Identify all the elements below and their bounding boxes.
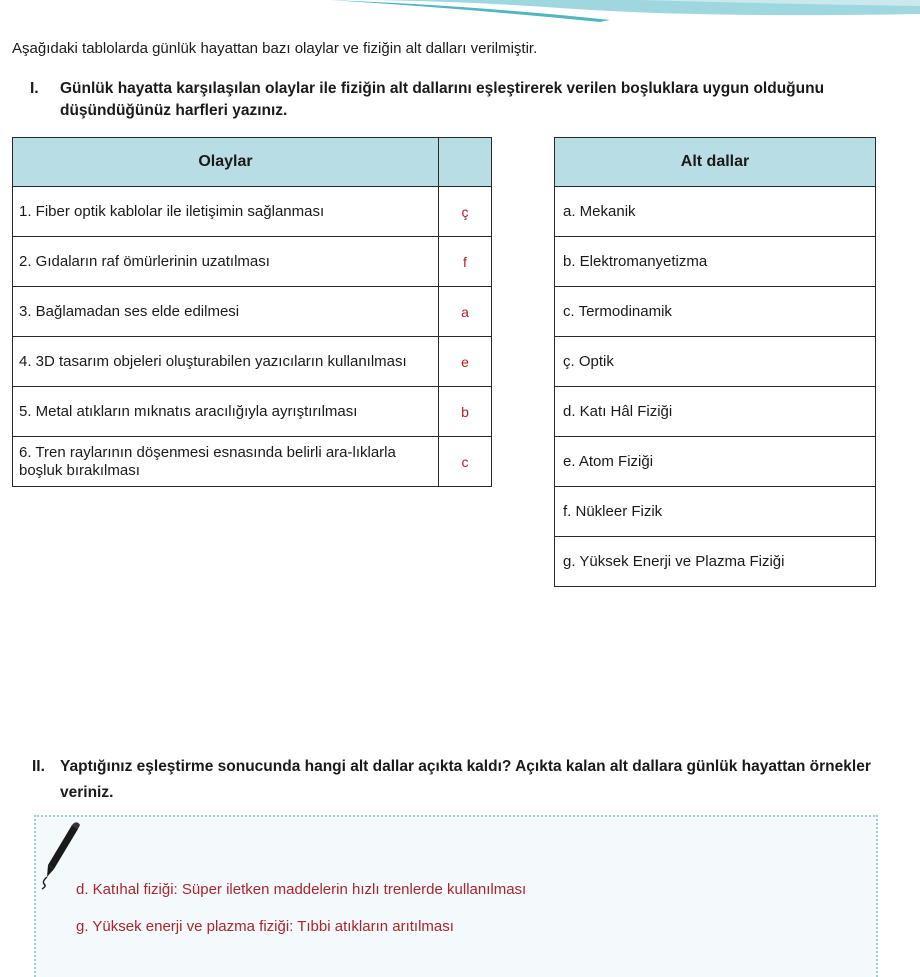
question-1-text: Günlük hayatta karşılaşılan olaylar ile fiziğin alt dallarını eşleştirerek verilen boşluklara uygun olduğunu düşündüğünüz harfleri yazınız. bbox=[60, 80, 825, 119]
decorative-top-band bbox=[0, 0, 920, 24]
table-row bbox=[555, 287, 876, 337]
event-text: 6. Tren raylarının döşenmesi esnasında belirli ara-lıklarla boşluk bırakılması bbox=[13, 437, 439, 487]
branch-item: a. Mekanik bbox=[555, 187, 876, 237]
branch-item: c. Termodinamik bbox=[555, 287, 876, 337]
table-row bbox=[13, 337, 492, 387]
table-row bbox=[13, 287, 492, 337]
question-2-number: II. bbox=[32, 758, 45, 775]
event-text: 2. Gıdaların raf ömürlerinin uzatılması bbox=[13, 237, 439, 287]
branches-table bbox=[554, 137, 876, 587]
branch-item: b. Elektromanyetizma bbox=[555, 237, 876, 287]
branch-item: f. Nükleer Fizik bbox=[555, 487, 876, 537]
answer-column-header bbox=[439, 138, 492, 187]
branches-table-header-row bbox=[555, 138, 876, 187]
table-row bbox=[555, 337, 876, 387]
table-row bbox=[555, 437, 876, 487]
branches-table-header: Alt dallar bbox=[555, 138, 876, 187]
answer-line: g. Yüksek enerji ve plazma fiziği: Tıbbi atıkların arıtılması bbox=[76, 918, 454, 935]
table-row bbox=[555, 487, 876, 537]
answer-box[interactable] bbox=[34, 815, 878, 977]
events-table bbox=[12, 137, 492, 487]
event-answer[interactable]: c bbox=[439, 437, 492, 487]
table-row bbox=[555, 537, 876, 587]
branch-item: g. Yüksek Enerji ve Plazma Fiziği bbox=[555, 537, 876, 587]
intro-text: Aşağıdaki tablolarda günlük hayattan bazı olaylar ve fiziğin alt dalları verilmiştir. bbox=[12, 40, 538, 57]
table-row bbox=[13, 237, 492, 287]
event-answer[interactable]: b bbox=[439, 387, 492, 437]
event-text: 4. 3D tasarım objeleri oluşturabilen yazıcıların kullanılması bbox=[13, 337, 439, 387]
answer-line: d. Katıhal fiziği: Süper iletken maddelerin hızlı trenlerde kullanılması bbox=[76, 881, 527, 898]
branch-item: e. Atom Fiziği bbox=[555, 437, 876, 487]
table-row bbox=[13, 187, 492, 237]
event-text: 5. Metal atıkların mıknatıs aracılığıyla ayrıştırılması bbox=[13, 387, 439, 437]
question-1-number: I. bbox=[30, 80, 39, 97]
event-text: 3. Bağlamadan ses elde edilmesi bbox=[13, 287, 439, 337]
branch-item: ç. Optik bbox=[555, 337, 876, 387]
events-table-header-row bbox=[13, 138, 492, 187]
table-row bbox=[555, 187, 876, 237]
event-answer[interactable]: f bbox=[439, 237, 492, 287]
event-text: 1. Fiber optik kablolar ile iletişimin sağlanması bbox=[13, 187, 439, 237]
event-answer[interactable]: ç bbox=[439, 187, 492, 237]
table-row bbox=[13, 437, 492, 487]
question-2-text: Yaptığınız eşleştirme sonucunda hangi alt dallar açıkta kaldı? Açıkta kalan alt dallara günlük hayattan örnekler veriniz. bbox=[60, 758, 871, 801]
event-answer[interactable]: e bbox=[439, 337, 492, 387]
table-row bbox=[555, 387, 876, 437]
table-row bbox=[13, 387, 492, 437]
table-row bbox=[555, 237, 876, 287]
event-answer[interactable]: a bbox=[439, 287, 492, 337]
branch-item: d. Katı Hâl Fiziği bbox=[555, 387, 876, 437]
events-table-header: Olaylar bbox=[13, 138, 439, 187]
